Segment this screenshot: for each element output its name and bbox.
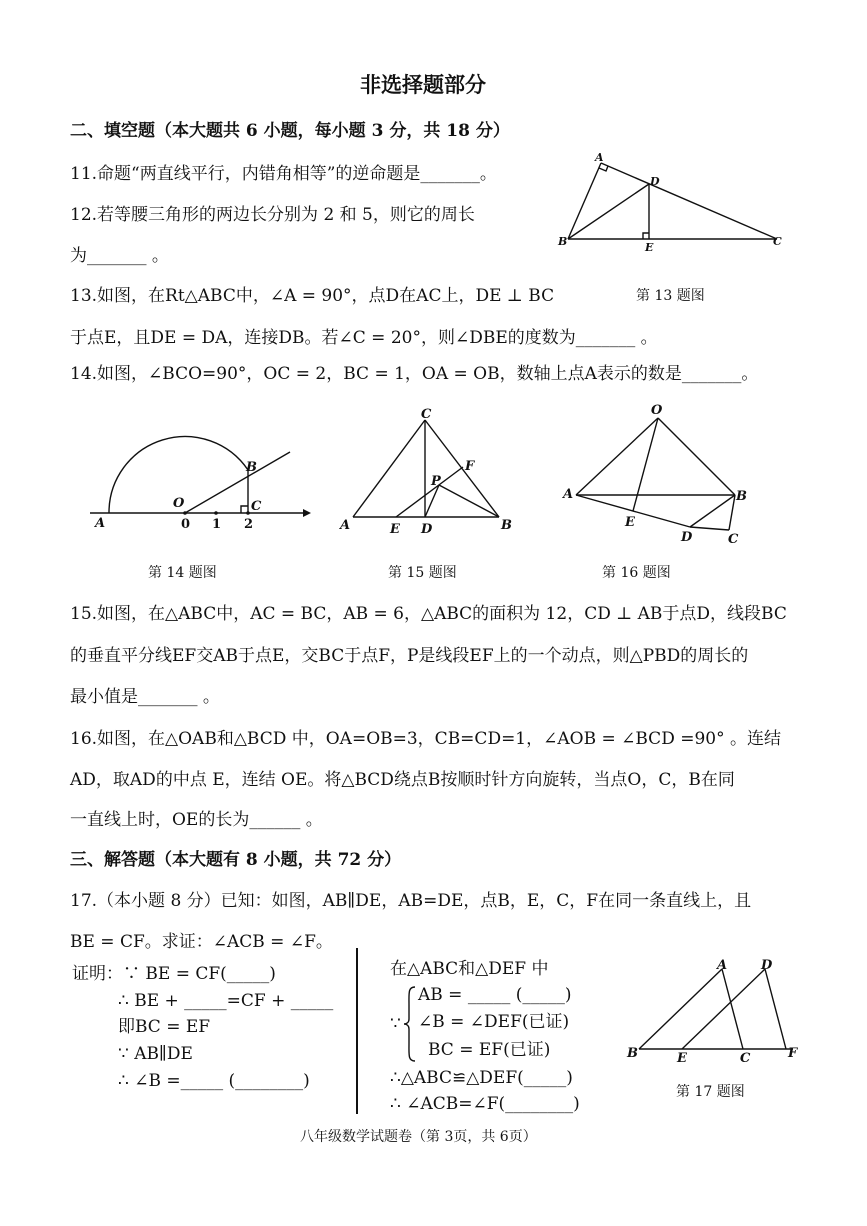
label-f: F (788, 1046, 798, 1061)
tick-1 (214, 511, 218, 515)
figure-13 (550, 150, 800, 260)
figure-17 (625, 955, 800, 1065)
segment-ab (639, 969, 722, 1049)
question-14: 14.如图，∠BCO=90°，OC = 2，BC = 1，OA = OB，数轴上点A表示的数是_______。 (70, 364, 759, 384)
right-angle-mark-a (599, 166, 608, 171)
proof-left-line2: ∴ BE + _____=CF + _____ (118, 991, 334, 1011)
label-d: D (681, 530, 693, 545)
figure-15-caption: 第 15 题图 (388, 565, 457, 581)
question-15-line1: 15.如图，在△ABC中，AC = BC，AB = 6，△ABC的面积为 12，CD ⊥ AB于点D，线段BC (70, 604, 787, 624)
figure-14 (85, 425, 315, 535)
figure-13-caption: 第 13 题图 (636, 288, 705, 304)
question-15-line3: 最小值是_______ 。 (70, 687, 220, 707)
page-title: 非选择题部分 (360, 72, 486, 97)
tick-2 (246, 511, 250, 515)
segment-ac (722, 969, 743, 1049)
figure-16 (560, 400, 760, 550)
segment-ac (353, 420, 425, 517)
label-a: A (595, 151, 604, 164)
proof-left-line5: ∴ ∠B =_____ (________) (118, 1071, 310, 1091)
proof-left-line1: 证明：∵ BE = CF(_____) (72, 964, 276, 984)
tick-0 (183, 511, 187, 515)
proof-right-line4: BC = EF(已证) (428, 1040, 551, 1060)
question-16-line3: 一直线上时，OE的长为______ 。 (70, 810, 323, 830)
ray-ob (185, 452, 290, 513)
segment-ob (658, 418, 735, 495)
brace (403, 985, 417, 1063)
segment-ac (601, 163, 777, 239)
label-2: 2 (244, 517, 254, 532)
arrow-head (303, 509, 311, 517)
label-e: E (390, 522, 400, 537)
label-o: O (651, 403, 663, 418)
page-footer: 八年级数学试题卷（第 3页，共 6页） (300, 1129, 537, 1145)
label-1: 1 (212, 517, 222, 532)
right-angle-mark-e (643, 233, 649, 239)
segment-bd (690, 495, 735, 527)
segment-de (682, 969, 765, 1049)
label-d: D (421, 522, 433, 537)
label-e: E (677, 1051, 687, 1065)
figure-17-caption: 第 17 题图 (676, 1084, 745, 1100)
segment-pb (439, 485, 499, 517)
section-2-heading: 二、填空题（本大题共 6 小题，每小题 3 分，共 18 分） (70, 121, 510, 141)
question-11: 11.命题“两直线平行，内错角相等”的逆命题是_______。 (70, 164, 497, 184)
label-a: A (717, 958, 728, 973)
label-c: C (421, 407, 432, 422)
label-a: A (563, 487, 574, 502)
figure-16-caption: 第 16 题图 (602, 565, 671, 581)
label-e: E (625, 515, 635, 530)
proof-right-line6: ∴ ∠ACB=∠F(________) (390, 1094, 580, 1114)
figure-15 (335, 405, 525, 540)
figure-14-caption: 第 14 题图 (148, 565, 217, 581)
label-c: C (728, 532, 739, 547)
label-b: B (736, 489, 747, 504)
label-b: B (246, 460, 257, 475)
label-p: P (431, 474, 441, 489)
label-a: A (95, 516, 106, 531)
question-12-line1: 12.若等腰三角形的两边长分别为 2 和 5，则它的周长 (70, 205, 475, 225)
proof-left-line4: ∵ AB∥DE (118, 1044, 193, 1064)
question-17-line1: 17.（本小题 8 分）已知：如图，AB∥DE，AB=DE，点B，E，C，F在同一条直线上，且 (70, 891, 752, 911)
label-c: C (251, 499, 262, 514)
label-f: F (465, 459, 475, 474)
question-15-line2: 的垂直平分线EF交AB于点E，交BC于点F，P是线段EF上的一个动点，则△PBD的周长的 (70, 646, 749, 666)
label-d: D (650, 175, 660, 188)
question-13-line1: 13.如图，在Rt△ABC中，∠A = 90°，点D在AC上，DE ⊥ BC (70, 286, 555, 306)
label-0: 0 (181, 517, 191, 532)
label-a: A (340, 518, 351, 533)
label-c: C (740, 1051, 751, 1065)
proof-right-line5: ∴△ABC≌△DEF(_____) (390, 1068, 573, 1088)
question-17-line2: BE = CF。求证：∠ACB = ∠F。 (70, 932, 333, 952)
question-12-line2: 为_______ 。 (70, 246, 169, 266)
segment-bc (729, 495, 735, 530)
proof-right-line3: ∠B = ∠DEF(已证) (418, 1012, 570, 1032)
proof-divider (356, 948, 358, 1114)
because-symbol: ∵ (390, 1014, 401, 1034)
question-13-line2: 于点E，且DE = DA，连接DB。若∠C = 20°，则∠DBE的度数为_______ 。 (70, 328, 658, 348)
segment-oe (633, 418, 658, 511)
segment-oa (576, 418, 658, 495)
label-b: B (627, 1046, 638, 1061)
segment-df (765, 969, 786, 1049)
question-16-line2: AD，取AD的中点 E，连结 OE。将△BCD绕点B按顺时针方向旋转，当点O，C，B在同 (70, 770, 735, 790)
label-d: D (761, 958, 773, 973)
section-3-heading: 三、解答题（本大题有 8 小题，共 72 分） (70, 850, 402, 870)
proof-right-line1: 在△ABC和△DEF 中 (390, 959, 549, 979)
label-b: B (501, 518, 512, 533)
label-o: O (173, 496, 185, 511)
proof-left-line3: 即BC = EF (118, 1017, 211, 1037)
label-b: B (558, 235, 568, 248)
proof-right-line2: AB = _____ (_____) (418, 985, 572, 1005)
question-16-line1: 16.如图，在△OAB和△BCD 中，OA=OB=3，CB=CD=1，∠AOB = ∠BCD =90° 。连结 (70, 729, 782, 749)
segment-cd (690, 527, 729, 530)
label-e: E (645, 241, 654, 254)
label-c: C (773, 235, 782, 248)
